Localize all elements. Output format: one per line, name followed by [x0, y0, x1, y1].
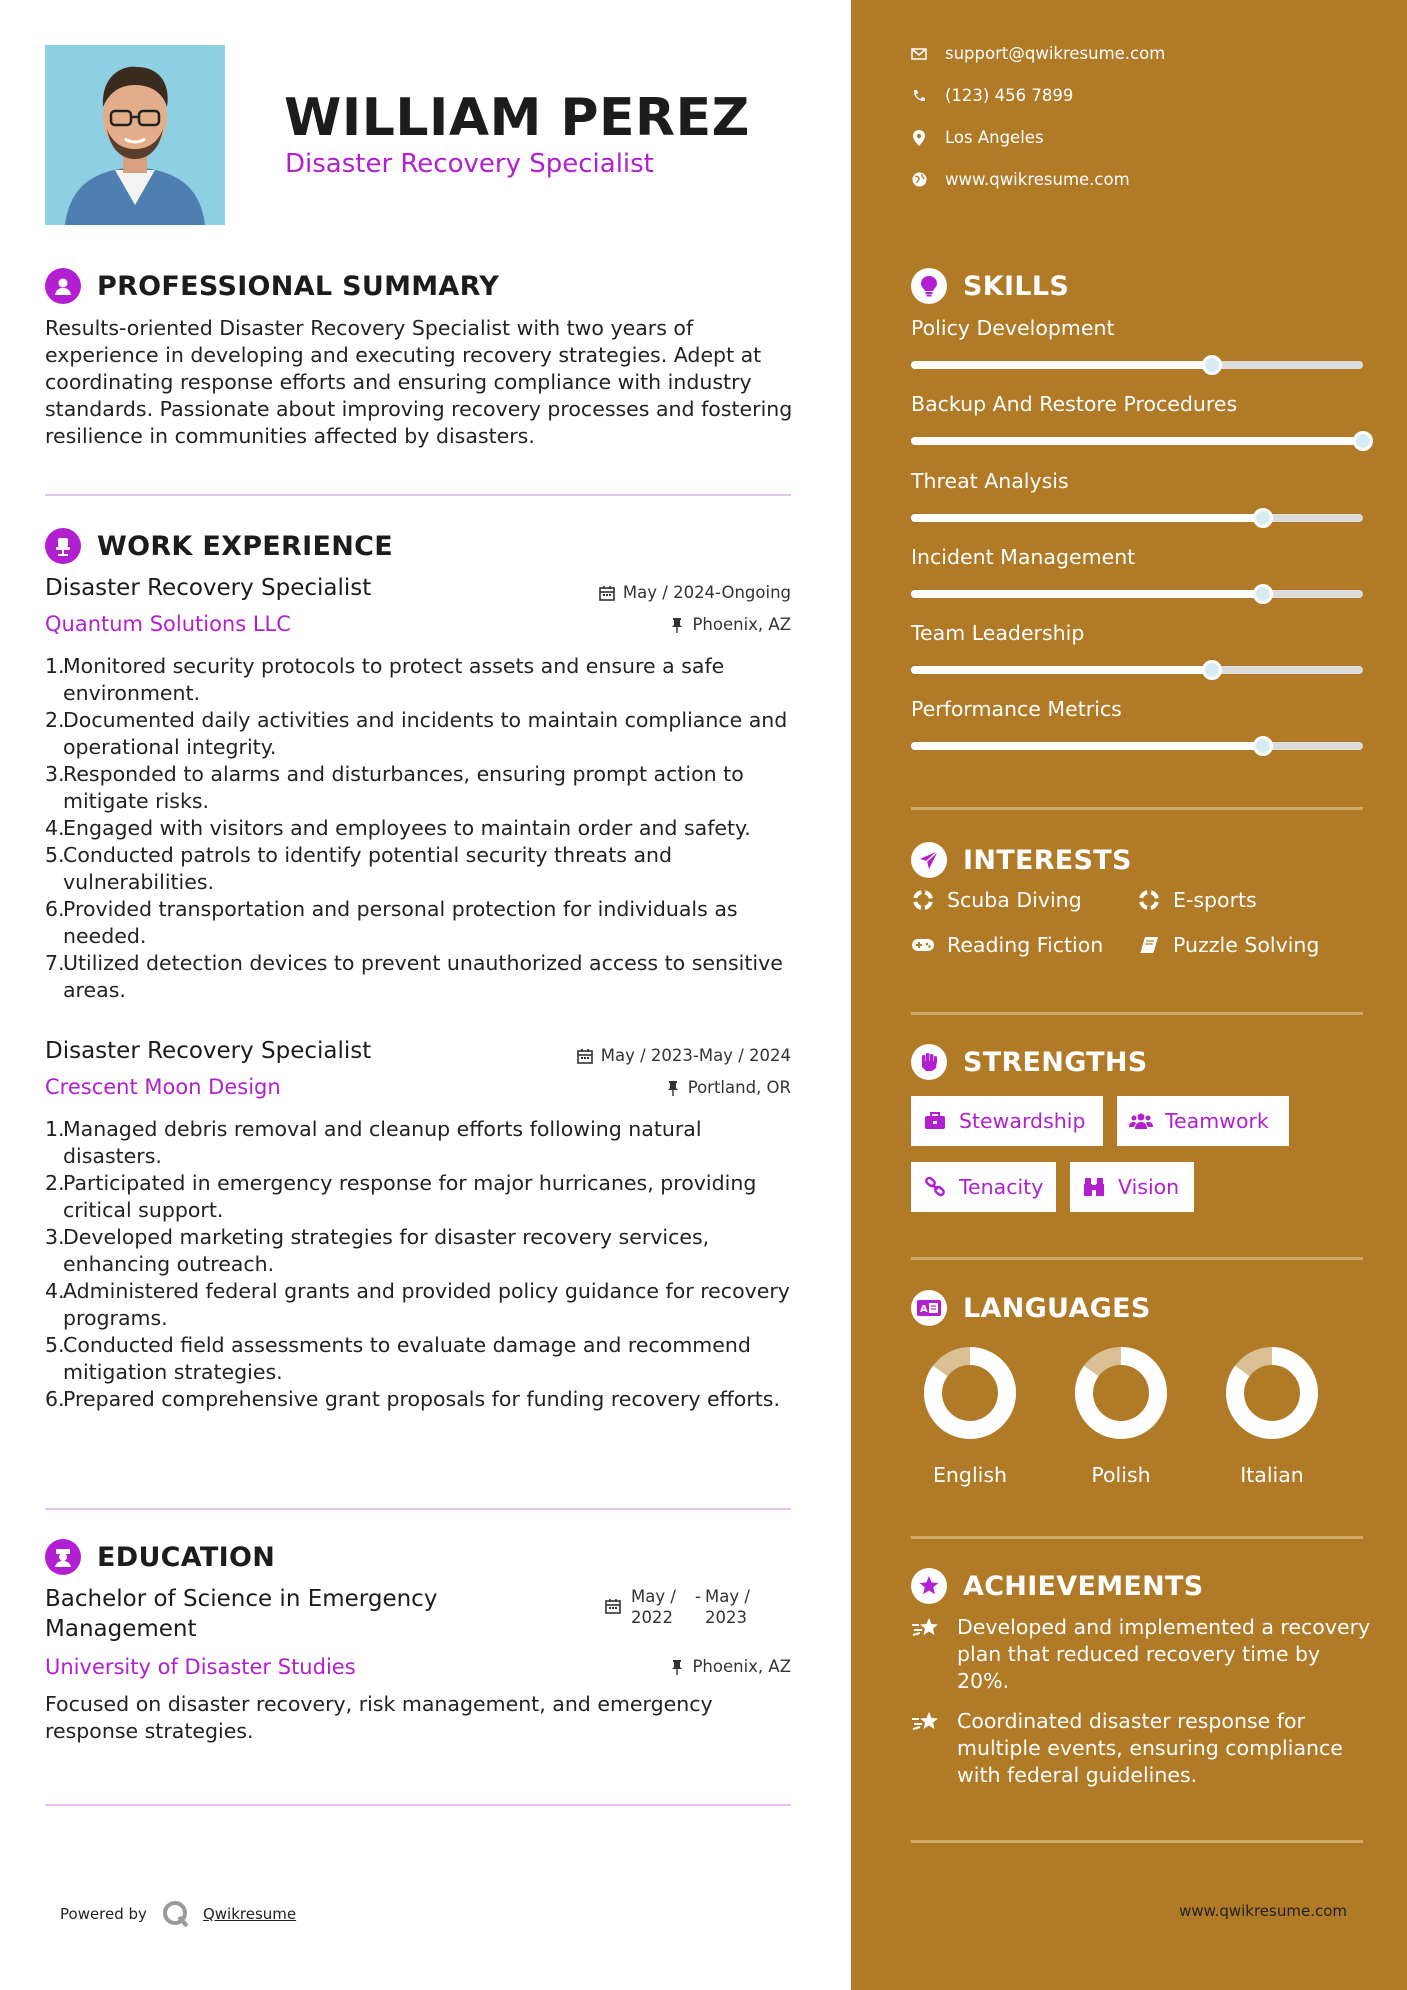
skill-bar-fill	[911, 361, 1212, 369]
divider	[911, 1012, 1363, 1015]
job-duties	[45, 1116, 795, 1413]
skill-bar-fill	[911, 514, 1263, 522]
list-item: 7. Utilized detection devices to prevent unauthorized access to sensitive areas.	[45, 951, 783, 1002]
sidebar	[851, 0, 1407, 1990]
summary-heading	[45, 268, 499, 304]
list-item: 5. Conducted patrols to identify potential security threats and vulnerabilities.	[45, 843, 673, 894]
life-ring-icon	[1137, 888, 1161, 912]
candidate-name: WILLIAM PEREZ	[284, 88, 750, 148]
skill-name: Policy Development	[911, 316, 1115, 340]
shooting-star-icon	[911, 1710, 943, 1789]
profile-photo	[45, 45, 225, 225]
skill-name: Backup And Restore Procedures	[911, 392, 1238, 416]
calendar-icon	[599, 585, 615, 601]
company-name: Crescent Moon Design	[45, 1075, 281, 1099]
language-ring	[1222, 1343, 1322, 1443]
strength-label: Vision	[1118, 1175, 1180, 1199]
graduate-icon	[45, 1539, 81, 1575]
strengths-title: STRENGTHS	[963, 1046, 1148, 1078]
strength-chip	[911, 1162, 1056, 1212]
list-item: 3. Responded to alarms and disturbances, ensuring prompt action to mitigate risks.	[45, 762, 744, 813]
work-title: WORK EXPERIENCE	[97, 530, 393, 562]
fist-icon	[911, 1044, 947, 1080]
phone-text: (123) 456 7899	[945, 86, 1074, 105]
list-item: 2. Participated in emergency response for major hurricanes, providing critical support.	[45, 1171, 757, 1222]
job-duties	[45, 653, 795, 1004]
skill-bar	[911, 361, 1363, 369]
skill-knob	[1202, 660, 1222, 680]
language-name: English	[932, 1463, 1008, 1487]
divider	[911, 1840, 1363, 1843]
education-description: Focused on disaster recovery, risk management, and emergency response strategies.	[45, 1692, 713, 1743]
interests-title: INTERESTS	[963, 844, 1132, 876]
list-item: 1. Managed debris removal and cleanup efforts following natural disasters.	[45, 1117, 702, 1168]
language-name: Polish	[1091, 1463, 1151, 1487]
strength-label: Teamwork	[1165, 1109, 1269, 1133]
skill-knob	[1253, 508, 1273, 528]
skill-knob	[1202, 355, 1222, 375]
pin-icon	[670, 617, 684, 633]
skill-knob	[1353, 431, 1373, 451]
interest-label: E-sports	[1173, 888, 1257, 912]
skill-bar	[911, 742, 1363, 750]
language-name: Italian	[1240, 1463, 1304, 1487]
education-location	[670, 1657, 791, 1676]
map-marker-icon	[911, 130, 927, 146]
skill-bar	[911, 514, 1363, 522]
language-item	[910, 1343, 1030, 1487]
skill-bar-fill	[911, 666, 1212, 674]
website-text[interactable]: www.qwikresume.com	[945, 170, 1130, 189]
divider	[911, 807, 1363, 810]
job-location-text: Portland, OR	[687, 1078, 791, 1097]
skill-bar-fill	[911, 742, 1263, 750]
education-heading	[45, 1539, 275, 1575]
education-start: May / 2022	[631, 1587, 676, 1627]
skill-name: Threat Analysis	[911, 469, 1069, 493]
job-location-text: Phoenix, AZ	[692, 615, 791, 634]
skill-name: Performance Metrics	[911, 697, 1122, 721]
interest-item	[911, 888, 1082, 912]
divider	[45, 494, 791, 496]
chair-icon	[45, 528, 81, 564]
list-item: 4. Engaged with visitors and employees to maintain order and safety.	[45, 816, 751, 840]
list-item: 6. Prepared comprehensive grant proposals for funding recovery efforts.	[45, 1387, 780, 1411]
interests-heading	[911, 842, 1132, 878]
achievement-text: Developed and implemented a recovery plan that reduced recovery time by 20%.	[957, 1615, 1371, 1693]
candidate-title: Disaster Recovery Specialist	[285, 149, 654, 179]
education-location-text: Phoenix, AZ	[692, 1657, 791, 1676]
gamepad-icon	[911, 933, 935, 957]
divider	[911, 1257, 1363, 1260]
skills-title: SKILLS	[963, 270, 1070, 302]
strength-chip	[1117, 1096, 1289, 1146]
job-dates-text: May / 2023-May / 2024	[600, 1046, 791, 1065]
skill-bar	[911, 590, 1363, 598]
link-icon	[923, 1175, 947, 1199]
briefcase-icon	[923, 1109, 947, 1133]
education-title: EDUCATION	[97, 1541, 276, 1573]
school-name: University of Disaster Studies	[45, 1655, 356, 1679]
language-ring	[1071, 1343, 1171, 1443]
job-location	[670, 615, 791, 634]
contact-website	[911, 170, 1130, 189]
lightbulb-icon	[911, 268, 947, 304]
achievements-heading	[911, 1568, 1204, 1604]
languages-title: LANGUAGES	[963, 1292, 1151, 1324]
interest-item	[1137, 888, 1257, 912]
job-dates	[599, 583, 791, 602]
list-item: 3. Developed marketing strategies for disaster recovery services, enhancing outreach.	[45, 1225, 710, 1276]
interest-item	[911, 933, 1103, 957]
interest-item	[1137, 933, 1319, 957]
language-item	[1061, 1343, 1181, 1487]
skill-knob	[1253, 584, 1273, 604]
divider	[45, 1804, 791, 1806]
skill-bar-fill	[911, 590, 1263, 598]
envelope-icon	[911, 46, 927, 62]
language-item	[1212, 1343, 1332, 1487]
pin-icon	[666, 1080, 680, 1096]
contact-location	[911, 128, 1044, 147]
languages-heading	[911, 1290, 1151, 1326]
email-text[interactable]: support@qwikresume.com	[945, 44, 1166, 63]
strength-chip	[911, 1096, 1103, 1146]
list-item: 5. Conducted field assessments to evaluate damage and recommend mitigation strategies.	[45, 1333, 751, 1384]
qwikresume-logo-icon	[161, 1899, 191, 1929]
paper-plane-icon	[911, 842, 947, 878]
location-text: Los Angeles	[945, 128, 1044, 147]
achievement-item	[911, 1708, 1371, 1789]
summary-title: PROFESSIONAL SUMMARY	[97, 270, 500, 302]
binoculars-icon	[1082, 1175, 1106, 1199]
interest-label: Reading Fiction	[947, 933, 1104, 957]
job-location	[666, 1078, 791, 1097]
achievements-title: ACHIEVEMENTS	[963, 1570, 1204, 1602]
shooting-star-icon	[911, 1616, 943, 1695]
job-title: Disaster Recovery Specialist	[45, 575, 372, 601]
contact-email	[911, 44, 1165, 63]
pin-icon	[670, 1659, 684, 1675]
interest-label: Puzzle Solving	[1173, 933, 1320, 957]
strength-chip	[1070, 1162, 1194, 1212]
company-name: Quantum Solutions LLC	[45, 612, 291, 636]
achievement-item	[911, 1614, 1371, 1695]
achievement-text: Coordinated disaster response for multiple events, ensuring compliance with federal guidelines.	[957, 1709, 1343, 1787]
strength-label: Tenacity	[959, 1175, 1044, 1199]
skill-name: Team Leadership	[911, 621, 1085, 645]
book-icon	[1137, 933, 1161, 957]
skill-bar-fill	[911, 437, 1363, 445]
skill-name: Incident Management	[911, 545, 1136, 569]
translate-icon	[911, 1290, 947, 1326]
degree: Bachelor of Science in Emergency Management	[45, 1586, 438, 1642]
life-ring-icon	[911, 888, 935, 912]
qwikresume-link[interactable]: Qwikresume	[202, 1905, 297, 1923]
users-icon	[1129, 1109, 1153, 1133]
contact-phone	[911, 86, 1073, 105]
phone-icon	[911, 88, 927, 104]
education-dates: May / 2022 - May / 2023	[605, 1586, 757, 1628]
svg-text:A: A	[920, 1304, 928, 1315]
skill-bar	[911, 666, 1363, 674]
language-ring	[920, 1343, 1020, 1443]
powered-by	[60, 1899, 296, 1929]
list-item: 1. Monitored security protocols to protect assets and ensure a safe environment.	[45, 654, 725, 705]
strength-label: Stewardship	[959, 1109, 1086, 1133]
powered-by-label: Powered by	[60, 1905, 147, 1923]
strengths-heading	[911, 1044, 1148, 1080]
summary-text: Results-oriented Disaster Recovery Specialist with two years of experience in developing and executing recovery strategies. Adept at coordinating response efforts and ensuring compliance with industry standards. Passionate about improving recovery processes and fostering resilience in communities affected by disasters.	[45, 316, 793, 448]
divider	[45, 1508, 791, 1510]
list-item: 4. Administered federal grants and provided policy guidance for recovery programs.	[45, 1279, 790, 1330]
calendar-icon	[605, 1598, 621, 1614]
skill-knob	[1253, 736, 1273, 756]
star-badge-icon	[911, 1568, 947, 1604]
list-item: 2. Documented daily activities and incidents to maintain compliance and operational integrity.	[45, 708, 788, 759]
calendar-icon	[577, 1048, 593, 1064]
globe-icon	[911, 172, 927, 188]
education-end: May / 2023	[704, 1587, 750, 1627]
list-item: 6. Provided transportation and personal protection for individuals as needed.	[45, 897, 738, 948]
skill-bar	[911, 437, 1363, 445]
work-heading	[45, 528, 393, 564]
footer-website[interactable]: www.qwikresume.com	[1179, 1902, 1347, 1920]
skills-heading	[911, 268, 1069, 304]
interest-label: Scuba Diving	[947, 888, 1082, 912]
job-dates-text: May / 2024-Ongoing	[622, 583, 791, 602]
job-dates	[577, 1046, 791, 1065]
job-title: Disaster Recovery Specialist	[45, 1038, 372, 1064]
divider	[911, 1536, 1363, 1539]
user-icon	[45, 268, 81, 304]
